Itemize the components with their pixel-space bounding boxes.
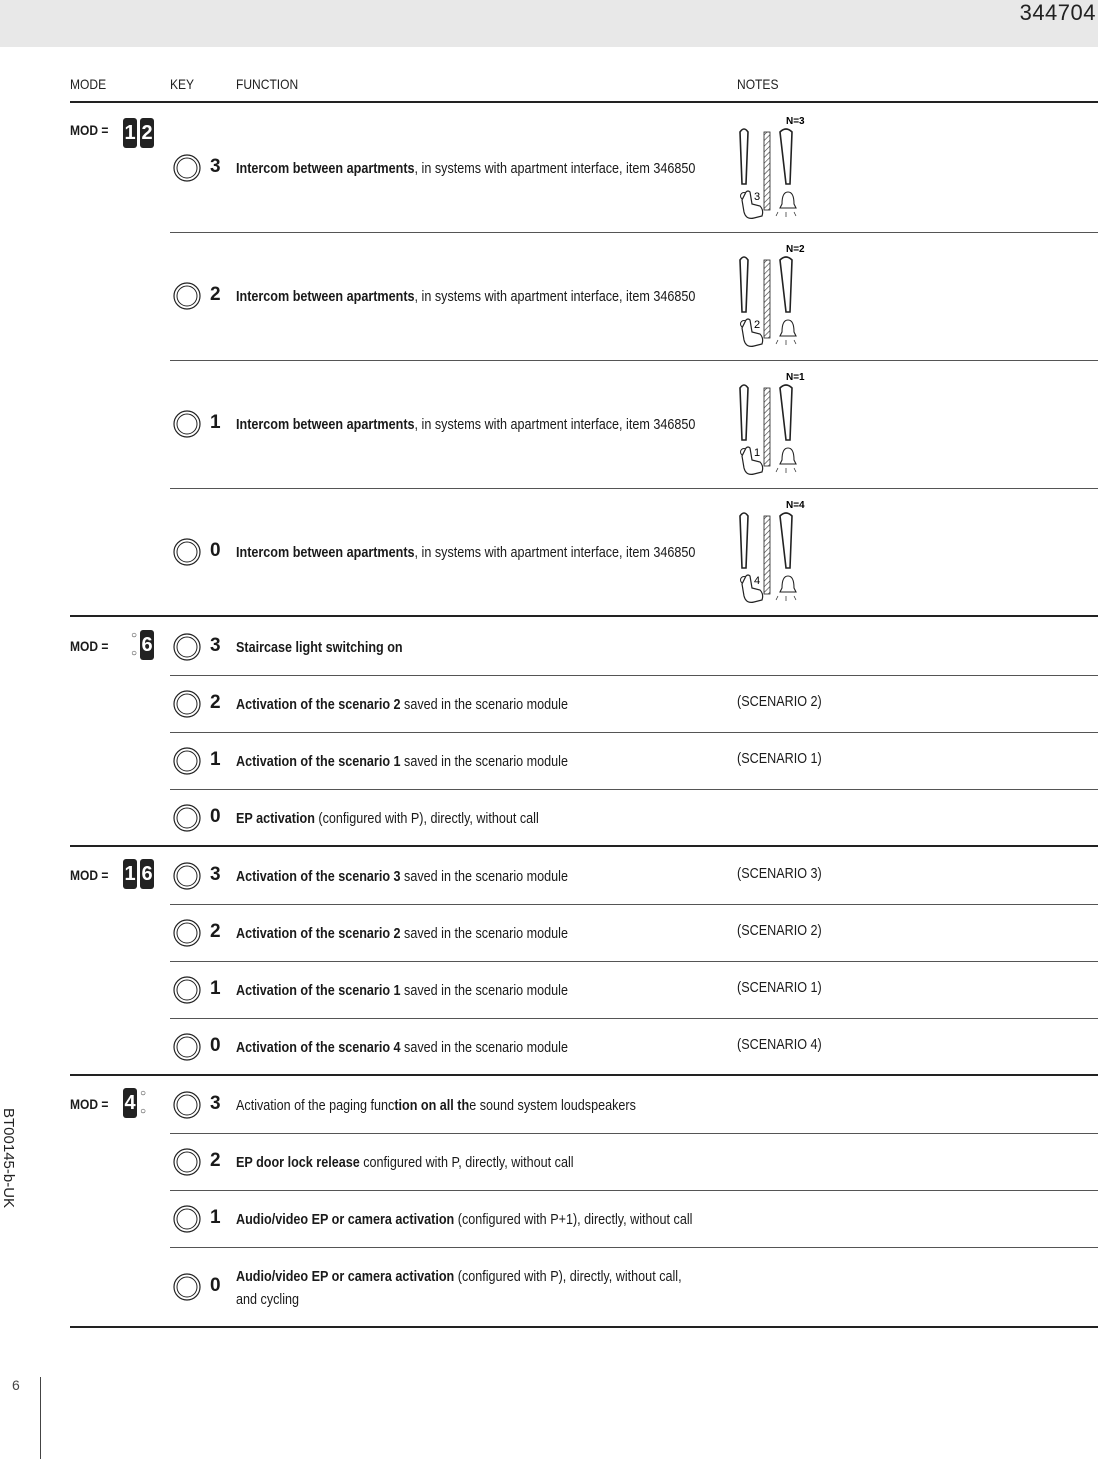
function-rest: saved in the scenario module bbox=[400, 695, 568, 713]
row-rule bbox=[170, 1190, 1098, 1191]
key-number: 0 bbox=[210, 1034, 221, 1056]
diagram-key-number: 2 bbox=[754, 319, 761, 331]
function-text bbox=[236, 1094, 648, 1117]
function-bold: Activation of the scenario 3 bbox=[236, 867, 401, 885]
row-rule bbox=[170, 961, 1098, 962]
top-band bbox=[0, 0, 1098, 47]
push-button-icon bbox=[172, 1272, 202, 1302]
function-text bbox=[236, 865, 648, 888]
function-text bbox=[236, 750, 648, 773]
function-bold: Audio/video EP or camera activation bbox=[236, 1210, 455, 1228]
mod-label: MOD = bbox=[70, 638, 109, 654]
group-rule bbox=[70, 615, 1098, 617]
row-rule bbox=[170, 360, 1098, 361]
function-bold: Audio/video EP or camera activation bbox=[236, 1268, 455, 1285]
function-text bbox=[236, 541, 696, 564]
push-button-icon bbox=[172, 1032, 202, 1062]
function-bold: EP door lock release bbox=[236, 1153, 360, 1171]
function-rest: saved in the scenario module bbox=[400, 924, 568, 942]
mod-digit: 1 bbox=[123, 859, 137, 889]
key-number: 2 bbox=[210, 920, 221, 942]
mod-digit: 2 bbox=[140, 118, 154, 148]
diagram-key-number: 1 bbox=[754, 447, 761, 459]
function-text bbox=[236, 979, 648, 1002]
key-number: 1 bbox=[210, 412, 221, 433]
header-rule bbox=[70, 101, 1098, 103]
push-button-icon bbox=[172, 153, 202, 183]
header-key: KEY bbox=[170, 76, 195, 92]
key-number: 1 bbox=[210, 977, 221, 999]
row-rule bbox=[170, 488, 1098, 489]
function-text bbox=[236, 285, 696, 308]
intercom-diagram bbox=[730, 112, 820, 222]
function-line2: and cycling bbox=[236, 1291, 300, 1308]
row-rule bbox=[170, 1018, 1098, 1019]
intercom-diagram bbox=[730, 368, 820, 478]
key-number: 3 bbox=[210, 1092, 221, 1114]
function-bold: tion on all th bbox=[394, 1096, 470, 1114]
note-text: (SCENARIO 2) bbox=[737, 692, 822, 710]
note-text: (SCENARIO 2) bbox=[737, 921, 822, 939]
key-number: 3 bbox=[210, 863, 221, 885]
function-rest: (configured with P+1), directly, without call bbox=[454, 1210, 693, 1228]
function-rest: e sound system loudspeakers bbox=[469, 1096, 636, 1114]
push-button-icon bbox=[172, 1147, 202, 1177]
function-text bbox=[236, 922, 648, 945]
mod-label: MOD = bbox=[70, 122, 109, 138]
row-rule bbox=[170, 732, 1098, 733]
function-text bbox=[236, 1036, 648, 1059]
note-text: (SCENARIO 3) bbox=[737, 864, 822, 882]
function-text bbox=[236, 1151, 648, 1174]
function-rest: (configured with P), directly, without call, bbox=[454, 1268, 682, 1285]
key-number: 2 bbox=[210, 691, 221, 713]
key-number: 1 bbox=[210, 1206, 221, 1228]
row-rule bbox=[170, 789, 1098, 790]
function-text bbox=[236, 693, 648, 716]
push-button-icon bbox=[172, 803, 202, 833]
function-bold: Activation of the scenario 2 bbox=[236, 924, 401, 942]
mod-digit: 6 bbox=[140, 859, 154, 889]
note-text: (SCENARIO 1) bbox=[737, 749, 822, 767]
key-number: 1 bbox=[210, 748, 221, 770]
push-button-icon bbox=[172, 1204, 202, 1234]
header-mode: MODE bbox=[70, 76, 107, 92]
mod-digit: 1 bbox=[123, 118, 137, 148]
diagram-n-label: N=1 bbox=[786, 372, 805, 383]
row-rule bbox=[170, 675, 1098, 676]
key-number: 0 bbox=[210, 805, 221, 827]
header-function: FUNCTION bbox=[236, 76, 299, 92]
push-button-icon bbox=[172, 537, 202, 567]
function-rest: saved in the scenario module bbox=[400, 867, 568, 885]
diagram-key-number: 4 bbox=[754, 575, 761, 587]
function-bold: Activation of the scenario 1 bbox=[236, 752, 401, 770]
push-button-icon bbox=[172, 409, 202, 439]
function-pre: Activation of the paging func bbox=[236, 1096, 395, 1114]
key-number: 0 bbox=[210, 540, 221, 561]
group-rule bbox=[70, 1326, 1098, 1328]
function-bold: Activation of the scenario 2 bbox=[236, 695, 401, 713]
function-bold: EP activation bbox=[236, 809, 315, 827]
mod-label: MOD = bbox=[70, 867, 109, 883]
group-rule bbox=[70, 845, 1098, 847]
function-text bbox=[236, 1208, 693, 1231]
row-rule bbox=[170, 1247, 1098, 1248]
push-button-icon bbox=[172, 632, 202, 662]
function-rest: saved in the scenario module bbox=[400, 752, 568, 770]
note-text: (SCENARIO 1) bbox=[737, 978, 822, 996]
push-button-icon bbox=[172, 689, 202, 719]
header-notes: NOTES bbox=[737, 76, 779, 92]
function-rest: , in systems with apartment interface, item 346850 bbox=[414, 288, 696, 305]
function-text bbox=[236, 1265, 682, 1311]
key-number: 3 bbox=[210, 156, 221, 177]
function-bold: Intercom between apartments bbox=[236, 416, 415, 433]
group-rule bbox=[70, 1074, 1098, 1076]
function-bold: Intercom between apartments bbox=[236, 160, 415, 177]
function-text bbox=[236, 807, 648, 830]
function-bold: Intercom between apartments bbox=[236, 288, 415, 305]
push-button-icon bbox=[172, 1090, 202, 1120]
mod-label: MOD = bbox=[70, 1096, 109, 1112]
row-rule bbox=[170, 232, 1098, 233]
push-button-icon bbox=[172, 281, 202, 311]
diagram-n-label: N=3 bbox=[786, 116, 805, 127]
row-rule bbox=[170, 1133, 1098, 1134]
intercom-diagram bbox=[730, 496, 820, 606]
push-button-icon bbox=[172, 861, 202, 891]
mod-digit: 4 bbox=[123, 1088, 137, 1118]
side-document-code: BT00145-b-UK bbox=[0, 1108, 17, 1209]
diagram-n-label: N=2 bbox=[786, 244, 805, 255]
function-rest: , in systems with apartment interface, item 346850 bbox=[414, 160, 696, 177]
key-number: 2 bbox=[210, 1149, 221, 1171]
function-text bbox=[236, 413, 696, 436]
intercom-diagram bbox=[730, 240, 820, 350]
push-button-icon bbox=[172, 918, 202, 948]
function-rest: , in systems with apartment interface, item 346850 bbox=[414, 416, 696, 433]
push-button-icon bbox=[172, 975, 202, 1005]
diagram-key-number: 3 bbox=[754, 191, 761, 203]
function-rest: saved in the scenario module bbox=[400, 981, 568, 999]
function-rest: saved in the scenario module bbox=[400, 1038, 568, 1056]
push-button-icon bbox=[172, 746, 202, 776]
segment-dots: ○ ○ bbox=[140, 1088, 147, 1117]
function-rest: configured with P, directly, without call bbox=[359, 1153, 574, 1171]
note-text: (SCENARIO 4) bbox=[737, 1035, 822, 1053]
function-rest: , in systems with apartment interface, item 346850 bbox=[414, 544, 696, 561]
function-bold: Activation of the scenario 4 bbox=[236, 1038, 401, 1056]
function-bold: Activation of the scenario 1 bbox=[236, 981, 401, 999]
function-bold: Staircase light switching on bbox=[236, 638, 403, 656]
segment-dots: ○ ○ bbox=[130, 630, 137, 659]
function-text bbox=[236, 636, 648, 659]
page-number: 6 bbox=[12, 1377, 20, 1393]
row-rule bbox=[170, 904, 1098, 905]
key-number: 2 bbox=[210, 284, 221, 305]
document-code: 344704 bbox=[1019, 0, 1096, 25]
diagram-n-label: N=4 bbox=[786, 500, 805, 511]
function-text bbox=[236, 157, 696, 180]
mod-digit: 6 bbox=[140, 630, 154, 660]
page-margin-line bbox=[40, 1377, 41, 1459]
function-bold: Intercom between apartments bbox=[236, 544, 415, 561]
key-number: 3 bbox=[210, 634, 221, 656]
function-rest: (configured with P), directly, without call bbox=[314, 809, 539, 827]
key-number: 0 bbox=[210, 1275, 221, 1296]
